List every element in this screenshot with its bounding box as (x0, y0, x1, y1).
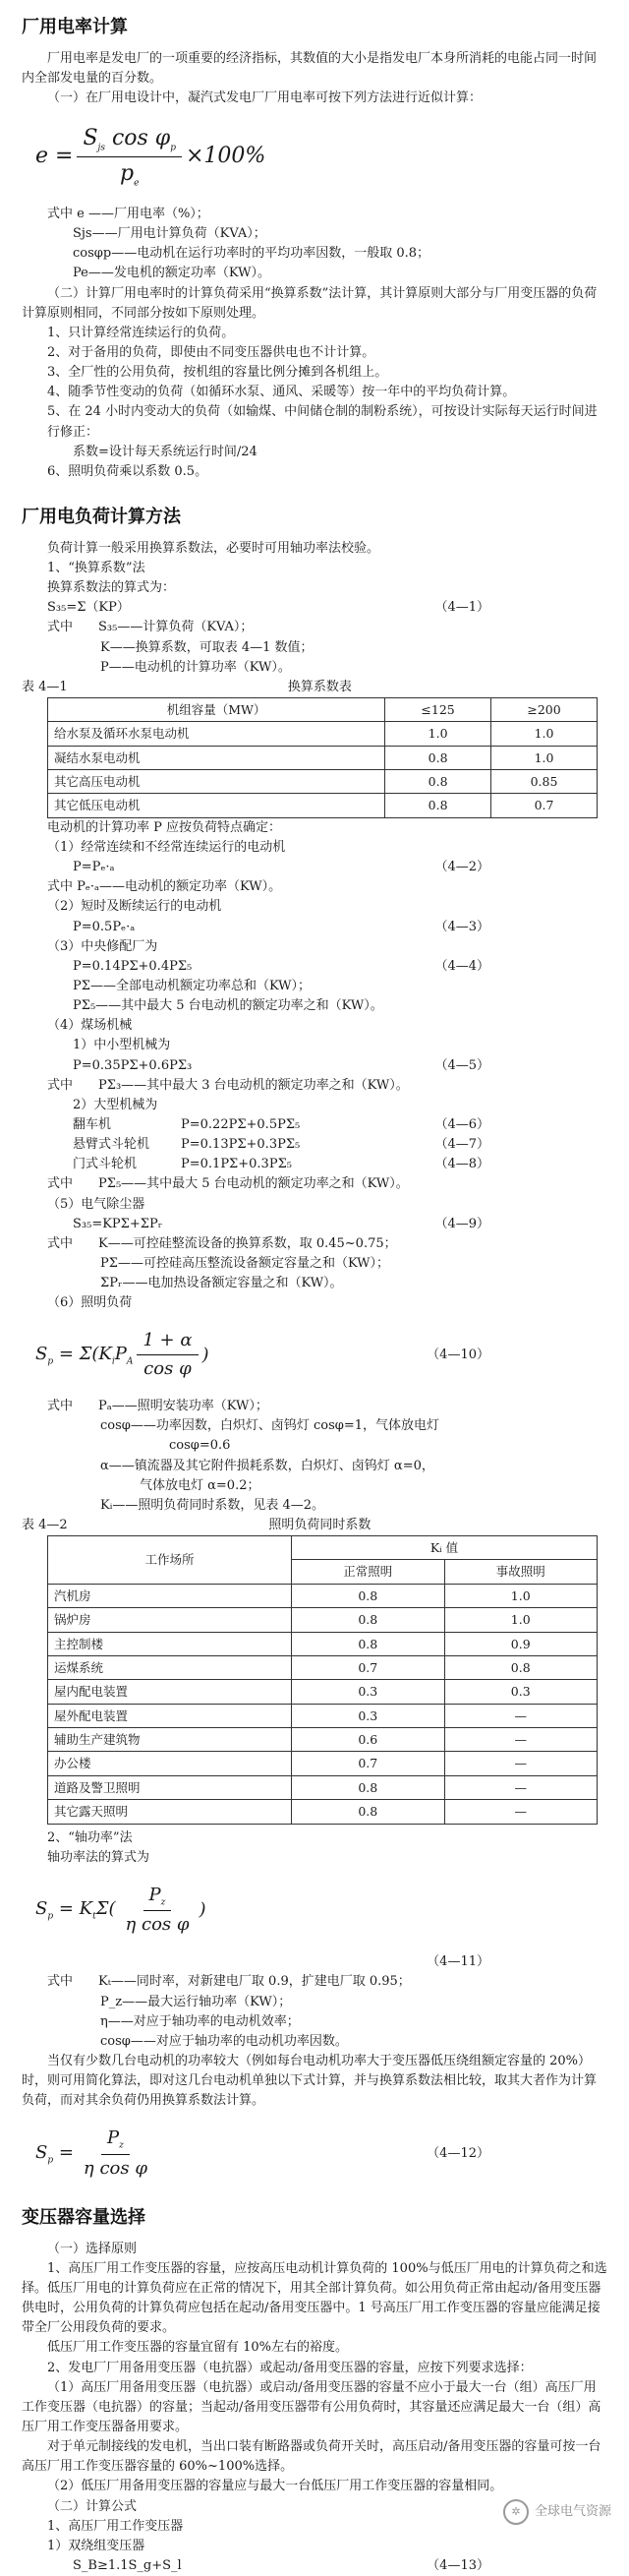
table-cell: 辅助生产建筑物 (48, 1728, 292, 1752)
equation-row (22, 1115, 607, 1135)
table-cell: 锅炉房 (48, 1608, 292, 1632)
formula-lighting (35, 1327, 607, 1383)
table-cell: 屋内配电装置 (48, 1680, 292, 1704)
table-row (48, 722, 598, 746)
table-cell: 其它高压电动机 (48, 770, 385, 794)
definition-line: 式中 S₃₅——计算负荷（KVA）； (47, 620, 254, 635)
equation-row (22, 918, 607, 937)
paragraph: （二）计算公式 (47, 2498, 138, 2514)
table-cell: 0.7 (292, 1752, 444, 1775)
formula-lhs: e = (35, 144, 74, 169)
section-title: 厂用电负荷计算方法 (22, 506, 181, 527)
formula-numerator: 1 + α (137, 1327, 198, 1355)
motor-line: 式中 PΣ₅——其中最大 5 台电动机的额定功率之和（KW）。 (47, 1176, 409, 1192)
motor-line: （3）中央修配厂为 (47, 938, 158, 954)
equation-number: （4—6） (434, 1116, 489, 1132)
table-row (48, 1752, 598, 1775)
definition-line: cosφp——电动机在运行功率时的平均功率因数，一般取 0.8； (73, 246, 430, 262)
table-caption (22, 678, 572, 697)
definition-line: η——对应于轴功率的电动机效率； (100, 2013, 300, 2029)
rule-line: 2、对于备用的负荷，即使由不同变压器供电也不计计算。 (47, 344, 375, 360)
equation-number: （4—4） (434, 958, 489, 974)
motor-line: PΣ——全部电动机额定功率总和（KW）； (73, 978, 312, 993)
definition-line: 式中 e ——厂用电率（%）； (47, 206, 209, 221)
table-title: 照明负荷同时系数 (268, 1517, 372, 1532)
formula-fraction (78, 2125, 153, 2182)
definition-line: K——换算系数，可取表 4—1 数值； (100, 639, 314, 655)
table-row (48, 1584, 598, 1607)
paragraph: 1）双绕组变压器 (47, 2538, 145, 2553)
table-cell: 主控制楼 (48, 1632, 292, 1655)
table-cell: 0.7 (292, 1655, 444, 1679)
paragraph: （一）选择原则 (47, 2241, 138, 2256)
table-header: ≥200 (491, 697, 598, 721)
paragraph: 2、发电厂厂用备用变压器（电抗器）或起动/备用变压器的容量，应按下列要求选择： (47, 2360, 533, 2375)
paragraph: （1）高压厂用备用变压器（电抗器）或启动/备用变压器的容量不应小于最大一台（组）高压厂用工作变压器（电抗器）的容量；当起动/备用变压器带有公用负荷时，其容量还应满足最大一台（组）高压厂用工作变压器备用要求。 (22, 2379, 601, 2435)
table-row (48, 1632, 598, 1655)
table-header: 机组容量（MW） (48, 697, 385, 721)
equation: S₃₅=KPΣ+ΣPᵣ (73, 1216, 163, 1231)
equation-number: （4—1） (434, 600, 489, 616)
equation: S_B≥1.1S_g+S_l (73, 2558, 182, 2573)
formula-numerator: $P_z$ (143, 1882, 172, 1912)
equation-row (22, 1952, 607, 1972)
motor-line: 式中 K——可控硅整流设备的换算系数，取 0.45~0.75； (47, 1235, 397, 1251)
paragraph: 换算系数法的算式为： (47, 580, 176, 596)
table-row (48, 1728, 598, 1752)
lighting-factor-table (47, 1535, 598, 1825)
equation-number: （4—8） (434, 1157, 489, 1172)
equation-label: 门式斗轮机 (73, 1157, 138, 1172)
section-power-rate (22, 14, 607, 482)
motor-line: （5）电气除尘器 (47, 1196, 145, 1212)
table-title: 换算系数表 (287, 679, 352, 694)
definition-line: Pe——发电机的额定功率（KW）。 (73, 266, 270, 281)
equation-number: （4—7） (434, 1137, 489, 1153)
formula-denominator: η cos φ (125, 1914, 190, 1936)
formula-body: $S_p = \Sigma(K_iP_A$ (35, 1343, 134, 1367)
paragraph: 当仅有少数几台电动机的功率较大（例如每台电动机功率大于变压器低压绕组额定容量的 20%）时，则可用简化算法，即对这几台电动机单独以下式计算，并与换算系数法相比较，取其大者作为计算负荷，而对其余负荷仍用换算系数法计算。 (22, 2054, 598, 2109)
table-cell: 0.3 (292, 1704, 444, 1727)
table-cell: 0.3 (444, 1680, 598, 1704)
table-cell: 其它低压电动机 (48, 794, 385, 817)
table-cell: 1.0 (491, 722, 598, 746)
equation-number: （4—12） (427, 2145, 489, 2161)
equation: P=0.35PΣ+0.6PΣ₃ (73, 1057, 193, 1073)
motor-line: 式中 Pₑ·ₐ——电动机的额定功率（KW）。 (47, 879, 282, 895)
conversion-factor-table (47, 697, 598, 818)
table-row (48, 1775, 598, 1799)
equation: P=0.13PΣ+0.3PΣ₅ (181, 1137, 301, 1153)
motor-line: （4）煤场机械 (47, 1018, 133, 1034)
table-cell: 0.8 (292, 1584, 444, 1607)
definition-line: Kᵢ——照明负荷同时系数，见表 4—2。 (100, 1497, 325, 1513)
rule-line: 3、全厂性的公用负荷，按机组的容量比例分摊到各机组上。 (47, 365, 388, 381)
formula-fraction (137, 1327, 198, 1383)
formula-numerator: $P_z$ (101, 2125, 130, 2155)
paragraph: 电动机的计算功率 P 应按负荷特点确定： (47, 819, 282, 835)
formula-fraction (77, 122, 182, 191)
equation: P=0.5Pₑ·ₐ (73, 919, 136, 934)
definition-line: 气体放电灯 α=0.2； (140, 1477, 260, 1493)
section-title: 厂用电率计算 (22, 17, 128, 37)
watermark (503, 2499, 611, 2525)
equation-label: 悬臂式斗轮机 (73, 1137, 150, 1153)
equation-row (22, 1155, 607, 1174)
equation-number: （4—10） (427, 1347, 489, 1362)
equation-number: （4—13） (427, 2558, 489, 2573)
paragraph: （二）计算厂用电率时的计算负荷采用“换算系数”法计算，其计算原则大部分与厂用变压器的负荷计算原则相同，不同部分按如下原则处理。 (22, 285, 598, 321)
table-cell: 0.8 (385, 794, 491, 817)
table-cell: 0.8 (292, 1608, 444, 1632)
table-header-row (48, 697, 598, 721)
equation: P=Pₑ·ₐ (73, 860, 115, 875)
equation: S₃₅=Σ（KP） (47, 600, 130, 616)
watermark-text: 全球电气资源 (534, 2503, 611, 2519)
table-cell: — (444, 1752, 598, 1775)
section-title: 变压器容量选择 (22, 2206, 145, 2228)
method-title: 2、“轴功率”法 (47, 1829, 133, 1845)
motor-line: PΣ——可控硅高压整流设备额定容量之和（KW）； (100, 1255, 390, 1271)
formula-power-rate (35, 122, 607, 191)
table-header: 事故照明 (444, 1560, 598, 1584)
formula-tail: ×100% (185, 144, 266, 169)
table-header-row (48, 1536, 598, 1560)
paragraph: 轴功率法的算式为 (47, 1849, 150, 1865)
formula-simplified (35, 2125, 607, 2182)
equation-label: 翻车机 (73, 1116, 112, 1132)
equation-row (22, 1215, 607, 1234)
definition-line: α——镇流器及其它附件损耗系数，白炽灯、卤钨灯 α=0， (100, 1458, 434, 1473)
formula-numerator: $S_{js}$ $\cos \varphi_p$ (77, 122, 182, 156)
rule-line: 系数=设计每天系统运行时间/24 (73, 444, 257, 459)
equation-number: （4—5） (434, 1057, 489, 1073)
definition-line: 式中 Kₜ——同时率，对新建电厂取 0.9，扩建电厂取 0.95； (47, 1974, 411, 1990)
definition-line: cosφ——对应于轴功率的电动机功率因数。 (100, 2033, 348, 2049)
motor-line: PΣ₅——其中最大 5 台电动机的额定功率之和（KW）。 (73, 998, 383, 1014)
table-row (48, 770, 598, 794)
equation-row (22, 1056, 607, 1076)
table-cell: — (444, 1704, 598, 1727)
table-cell: 0.8 (385, 746, 491, 769)
table-label: 表 4—2 (22, 1517, 68, 1532)
equation: P=0.22PΣ+0.5PΣ₅ (181, 1116, 301, 1132)
table-cell: 1.0 (385, 722, 491, 746)
table-row (48, 746, 598, 769)
table-header: 正常照明 (292, 1560, 444, 1584)
equation-row (22, 957, 607, 977)
method-title: 1、“换算系数”法 (47, 560, 145, 575)
table-row (48, 1655, 598, 1679)
definition-line: cosφ——功率因数，白炽灯、卤钨灯 cosφ=1，气体放电灯 (100, 1418, 440, 1434)
table-row (48, 1680, 598, 1704)
paragraph: 1、高压厂用工作变压器的容量，应按高压电动机计算负荷的 100%与低压厂用电的计算负荷之和选择。低压厂用电的计算负荷应在正常的情况下，用其全部计算负荷。如公用负荷正常由起动/备用变压器供电时，公用负荷的计算负荷应包括在起动/备用变压器中。1 号高压厂用工作变压器的容量应能满足接带全厂公用段负荷的要求。 (22, 2260, 607, 2336)
table-cell: 屋外配电装置 (48, 1704, 292, 1727)
equation-number: （4—9） (434, 1216, 489, 1231)
table-cell: 0.85 (491, 770, 598, 794)
table-cell: 凝结水泵电动机 (48, 746, 385, 769)
equation-row (22, 858, 607, 877)
paragraph: 对于单元制接线的发电机，当出口装有断路器或负荷开关时，高压启动/备用变压器的容量可按一台高压厂用工作变压器容量的 60%~100%选择。 (22, 2439, 601, 2475)
paragraph: 低压厂用工作变压器的容量宜留有 10%左右的裕度。 (47, 2340, 349, 2356)
rule-line: 1、只计算经常连续运行的负荷。 (47, 325, 235, 340)
table-cell: 办公楼 (48, 1752, 292, 1775)
definition-line: P——电动机的计算功率（KW）。 (100, 659, 291, 675)
table-cell: 0.8 (292, 1775, 444, 1799)
table-row (48, 1608, 598, 1632)
table-cell: 道路及警卫照明 (48, 1775, 292, 1799)
definition-line: 式中 Pₐ——照明安装功率（KW）； (47, 1399, 268, 1414)
paragraph: 厂用电率是发电厂的一项重要的经济指标，其数值的大小是指发电厂本身所消耗的电能占同一时间内全部发电量的百分数。 (22, 50, 598, 87)
paragraph: （2）低压厂用备用变压器的容量应与最大一台低压厂用工作变压器的容量相同。 (47, 2479, 503, 2494)
definition-line: cosφ=0.6 (169, 1438, 231, 1454)
table-cell: — (444, 1728, 598, 1752)
equation-number: （4—3） (434, 919, 489, 934)
table-cell: 0.8 (292, 1632, 444, 1655)
formula-fraction (119, 1882, 195, 1939)
equation-row (22, 1135, 607, 1155)
equation: P=0.1PΣ+0.3PΣ₅ (181, 1157, 292, 1172)
table-cell: — (444, 1775, 598, 1799)
table-cell: 0.3 (292, 1680, 444, 1704)
rule-line: 4、随季节性变动的负荷（如循环水泵、通风、采暖等）按一年中的平均负荷计算。 (47, 385, 516, 400)
motor-line: 2）大型机械为 (73, 1097, 158, 1112)
paragraph: 1、高压厂用工作变压器 (47, 2518, 184, 2534)
motor-line: 1）中小型机械为 (73, 1038, 171, 1053)
definition-line: Sjs——厂用电计算负荷（KVA）； (73, 226, 266, 242)
table-cell: 运煤系统 (48, 1655, 292, 1679)
table-header: 工作场所 (48, 1536, 292, 1585)
paragraph: （一）在厂用电设计中，凝汽式发电厂厂用电率可按下列方法进行近似计算： (47, 90, 483, 106)
equation-row (22, 2556, 607, 2576)
equation-number: （4—2） (434, 860, 489, 875)
table-cell: 其它露天照明 (48, 1800, 292, 1824)
table-label: 表 4—1 (22, 679, 68, 694)
table-cell: 0.8 (444, 1655, 598, 1679)
motor-line: （1）经常连续和不经常连续运行的电动机 (47, 839, 286, 855)
equation-row (22, 598, 607, 618)
table-header: ≤125 (385, 697, 491, 721)
table-cell: — (444, 1800, 598, 1824)
formula-denominator: cos φ (143, 1358, 192, 1380)
table-cell: 1.0 (444, 1584, 598, 1607)
formula-body: $S_p = K_t\Sigma$( (35, 1898, 116, 1922)
motor-line: 式中 PΣ₃——其中最大 3 台电动机的额定功率之和（KW）。 (47, 1077, 409, 1093)
table-cell: 0.8 (385, 770, 491, 794)
table-row (48, 1704, 598, 1727)
table-cell: 汽机房 (48, 1584, 292, 1607)
table-cell: 0.6 (292, 1728, 444, 1752)
motor-line: （6）照明负荷 (47, 1295, 133, 1311)
formula-denominator: $p_e$ (120, 160, 140, 189)
table-body (48, 1584, 598, 1824)
table-cell: 给水泵及循环水泵电动机 (48, 722, 385, 746)
table-cell: 1.0 (444, 1608, 598, 1632)
table-cell: 0.7 (491, 794, 598, 817)
paragraph: 负荷计算一般采用换算系数法，必要时可用轴功率法校验。 (47, 540, 380, 556)
table-caption (22, 1516, 572, 1535)
formula-denominator: η cos φ (83, 2157, 147, 2179)
formula-body: $S_p$ = (35, 2141, 74, 2166)
table-cell: 0.9 (444, 1632, 598, 1655)
table-row (48, 1800, 598, 1824)
table-cell: 0.8 (292, 1800, 444, 1824)
rule-line: 5、在 24 小时内变动大的负荷（如输煤、中间储仓制的制粉系统），可按设计实际每天运行时间进行修正： (47, 404, 598, 440)
equation: P=0.14PΣ+0.4PΣ₅ (73, 958, 193, 974)
formula-shaft (35, 1882, 607, 1939)
formula-close: ) (201, 1344, 209, 1365)
rule-line: 6、照明负荷乘以系数 0.5。 (47, 463, 208, 479)
table-cell: 1.0 (491, 746, 598, 769)
formula-close: ) (199, 1899, 206, 1921)
section-load-calc (22, 504, 607, 2183)
motor-line: ΣPᵣ——电加热设备额定容量之和（KW）。 (100, 1276, 343, 1291)
equation-number: （4—11） (427, 1954, 489, 1970)
table-row (48, 794, 598, 817)
mark-icon: ✲ (503, 2499, 529, 2525)
definition-line: P_z——最大运行轴功率（KW）； (100, 1994, 292, 2009)
motor-line: （2）短时及断续运行的电动机 (47, 899, 222, 915)
table-header: Kᵢ 值 (292, 1536, 598, 1560)
